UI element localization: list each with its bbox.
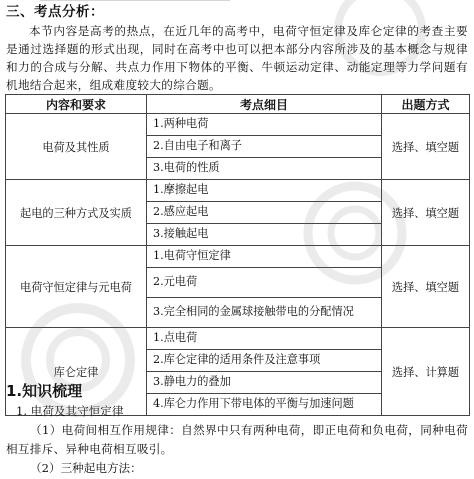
- detail-item: 1.电荷守恒定律: [153, 249, 231, 262]
- detail-item: 3.静电力的叠加: [147, 371, 381, 393]
- section-heading: 三、考点分析：: [6, 4, 104, 20]
- form-cell: 选择、计算题: [382, 328, 470, 416]
- list-item-1: 1. 电荷及其守恒定律: [16, 404, 124, 418]
- exam-points-table: [5, 94, 470, 416]
- table-row: [6, 246, 470, 328]
- paragraph-1: （1）电荷间相互作用规律：自然界中只有两种电荷，即正电荷和负电荷，同种电荷相互排斥、异种电荷相互吸引。: [6, 423, 468, 456]
- detail-item: 4.库仑力作用下带电体的平衡与加速问题: [147, 393, 381, 415]
- header-content: 内容和要求: [6, 95, 147, 114]
- list-item-2: （2）三种起电方法：: [30, 461, 142, 475]
- detail-item: 1.两种电荷: [153, 117, 209, 130]
- detail-item: 1.点电荷: [153, 331, 198, 344]
- detail-item: 2.自由电子和离子: [147, 135, 381, 157]
- detail-item: 2.库仑定律的适用条件及注意事项: [147, 349, 381, 371]
- items-cell: [147, 246, 382, 328]
- items-cell: [147, 180, 382, 246]
- detail-item: 2.感应起电: [147, 201, 381, 223]
- topic-cell: 电荷守恒定律与元电荷: [6, 246, 147, 328]
- items-cell: [147, 114, 382, 180]
- detail-item: 1.摩擦起电: [153, 183, 209, 196]
- topic-cell: 电荷及其性质: [6, 114, 147, 180]
- topic-cell: 库仑定律: [6, 328, 147, 416]
- form-cell: 选择、填空题: [382, 180, 470, 246]
- detail-item: 3.完全相同的金属球接触带电的分配情况: [147, 297, 381, 327]
- table-row: [6, 180, 470, 246]
- knowledge-heading: 1.知识梳理: [6, 382, 83, 400]
- form-cell: 选择、填空题: [382, 246, 470, 328]
- header-details: 考点细目: [147, 95, 382, 114]
- form-cell: 选择、填空题: [382, 114, 470, 180]
- topic-cell: 起电的三种方式及实质: [6, 180, 147, 246]
- detail-item: 3.电荷的性质: [147, 157, 381, 179]
- detail-item: 2.元电荷: [147, 267, 381, 297]
- table-header-row: [6, 95, 470, 114]
- table-row: [6, 114, 470, 180]
- items-cell: [147, 328, 382, 416]
- detail-item: 3.接触起电: [147, 223, 381, 245]
- intro-paragraph: 本节内容是高考的热点，在近几年的高考中，电荷守恒定律及库仑定律的考查主要是通过选择题的形式出现，同时在高考中也可以把本部分内容所涉及的基本概念与规律和力的合成与分解、共点力作用下物体的平衡、牛顿运动定律、动能定理等力学问题有机地结合起来，组成难度较大的综合题。: [6, 24, 468, 92]
- header-form: 出题方式: [382, 95, 470, 114]
